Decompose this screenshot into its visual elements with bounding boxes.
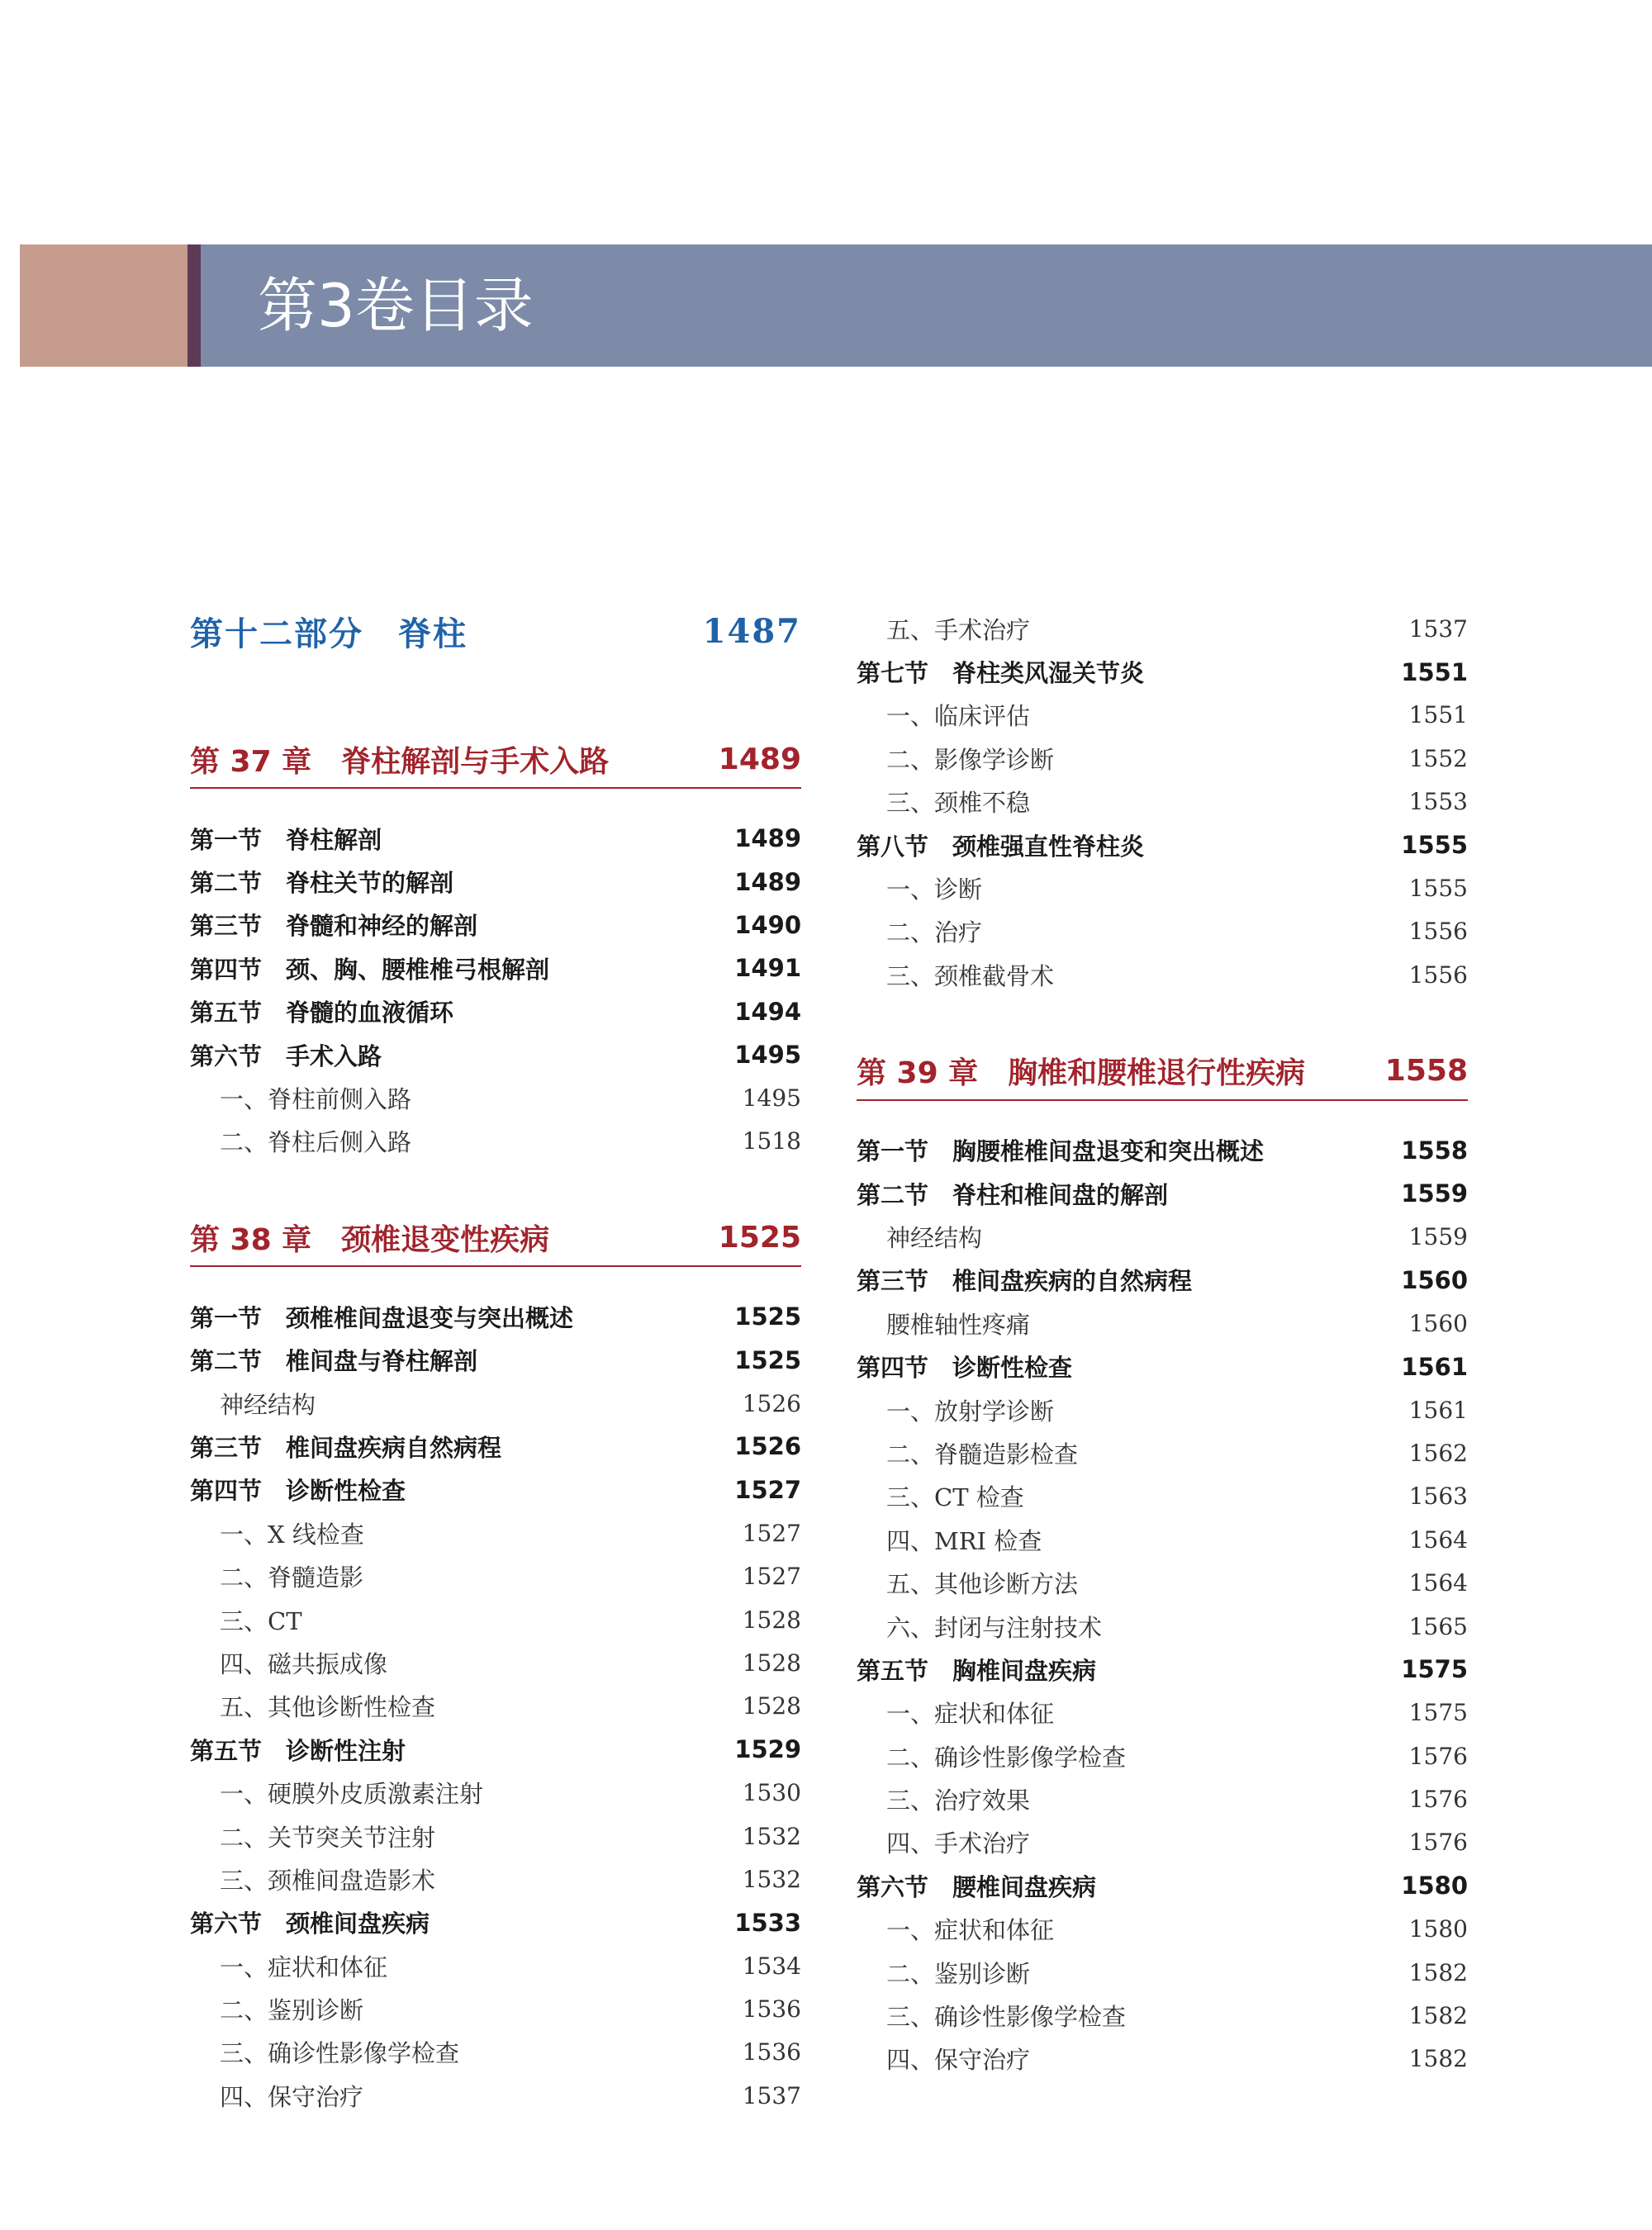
toc-sub-entry <box>190 2074 801 2117</box>
toc-sub-entry <box>190 1858 801 1900</box>
toc-entry-page: 1536 <box>742 1995 801 2024</box>
toc-section-entry <box>857 650 1468 693</box>
toc-entry-page: 1494 <box>734 997 801 1026</box>
toc-entry-title: 三、确诊性影像学检查 <box>886 2003 1127 2032</box>
toc-entry-page: 1576 <box>1408 1742 1468 1770</box>
toc-entry-page: 1559 <box>1408 1222 1468 1250</box>
toc-entry-title: 三、CT <box>220 1606 302 1635</box>
toc-entry-title: 五、其他诊断方法 <box>886 1570 1079 1599</box>
toc-entry-page: 1495 <box>734 1041 801 1070</box>
toc-entry-page: 1555 <box>1408 875 1468 903</box>
banner-accent-stripe <box>188 244 201 367</box>
toc-entry-title: 第一节 颈椎椎间盘退变与突出概述 <box>190 1303 574 1332</box>
toc-entry-page: 1491 <box>734 954 801 983</box>
toc-entry-page: 1582 <box>1408 2002 1468 2030</box>
toc-entry-page: 1558 <box>1384 1054 1468 1089</box>
toc-entry-title: 第三节 椎间盘疾病自然病程 <box>190 1433 502 1462</box>
toc-entry-title: 二、鉴别诊断 <box>220 1996 364 2025</box>
toc-section-entry <box>857 1648 1468 1691</box>
toc-entry-page: 1487 <box>702 611 801 651</box>
toc-entry-page: 1580 <box>1408 1915 1468 1943</box>
toc-section-entry <box>190 1901 801 1944</box>
toc-entry-page: 1555 <box>1401 831 1468 860</box>
toc-entry-title: 四、保守治疗 <box>886 2046 1031 2075</box>
toc-section-entry <box>857 1259 1468 1302</box>
toc-entry-page: 1525 <box>734 1302 801 1331</box>
toc-sub-entry <box>857 1821 1468 1864</box>
toc-part-entry <box>190 607 801 655</box>
toc-entry-title: 第四节 诊断性检查 <box>190 1477 406 1506</box>
toc-entry-page: 1576 <box>1408 1786 1468 1814</box>
toc-entry-title: 第四节 颈、胸、腰椎椎弓根解剖 <box>190 955 550 984</box>
toc-entry-title: 二、确诊性影像学检查 <box>886 1743 1127 1772</box>
toc-sub-entry <box>857 953 1468 996</box>
toc-entry-page: 1490 <box>734 910 801 939</box>
toc-entry-page: 1556 <box>1408 961 1468 989</box>
toc-entry-title: 一、症状和体征 <box>220 1952 388 1981</box>
toc-entry-title: 第二节 椎间盘与脊柱解剖 <box>190 1347 478 1376</box>
toc-chapter-entry <box>190 731 801 789</box>
toc-entry-page: 1575 <box>1408 1699 1468 1727</box>
banner-accent-block <box>20 244 188 367</box>
toc-entry-title: 四、保守治疗 <box>220 2082 364 2111</box>
toc-sub-entry <box>857 737 1468 780</box>
toc-entry-title: 神经结构 <box>220 1390 316 1419</box>
toc-sub-entry <box>857 1475 1468 1518</box>
toc-entry-page: 1489 <box>734 824 801 853</box>
toc-entry-page: 1575 <box>1401 1655 1468 1684</box>
toc-entry-title: 神经结构 <box>886 1223 983 1252</box>
toc-entry-page: 1559 <box>1401 1179 1468 1208</box>
toc-sub-entry <box>190 2031 801 2074</box>
toc-sub-entry <box>857 1691 1468 1734</box>
toc-section-entry <box>190 1468 801 1511</box>
toc-section-entry <box>190 990 801 1033</box>
toc-entry-page: 1537 <box>742 2081 801 2109</box>
toc-entry-page: 1556 <box>1408 918 1468 946</box>
toc-entry-page: 1495 <box>742 1084 801 1113</box>
toc-sub-entry <box>190 1685 801 1728</box>
toc-sub-entry <box>857 780 1468 823</box>
toc-entry-title: 第六节 腰椎间盘疾病 <box>857 1872 1097 1901</box>
toc-entry-title: 第三节 椎间盘疾病的自然病程 <box>857 1267 1193 1296</box>
toc-sub-entry <box>857 866 1468 909</box>
toc-entry-title: 第八节 颈椎强直性脊柱炎 <box>857 832 1145 861</box>
toc-entry-page: 1525 <box>734 1345 801 1374</box>
toc-entry-page: 1534 <box>742 1952 801 1980</box>
toc-section-entry <box>857 1345 1468 1388</box>
toc-entry-title: 五、手术治疗 <box>886 615 1031 644</box>
toc-entry-page: 1533 <box>734 1908 801 1937</box>
toc-sub-entry <box>190 1771 801 1814</box>
toc-sub-entry <box>857 2038 1468 2081</box>
toc-entry-title: 二、关节突关节注射 <box>220 1823 436 1852</box>
toc-entry-title: 一、临床评估 <box>886 702 1031 731</box>
toc-section-entry <box>857 823 1468 866</box>
toc-entry-title: 第六节 颈椎间盘疾病 <box>190 1910 430 1938</box>
toc-section-entry <box>857 1864 1468 1907</box>
toc-sub-entry <box>857 1388 1468 1431</box>
toc-entry-title: 一、X 线检查 <box>220 1520 364 1549</box>
toc-entry-title: 腰椎轴性疼痛 <box>886 1310 1031 1339</box>
toc-entry-title: 第 38 章 颈椎退变性疾病 <box>190 1222 550 1257</box>
toc-sub-entry <box>190 1511 801 1554</box>
toc-entry-page: 1582 <box>1408 2045 1468 2073</box>
toc-entry-page: 1527 <box>742 1563 801 1591</box>
toc-section-entry <box>190 1295 801 1338</box>
toc-entry-page: 1537 <box>1408 614 1468 643</box>
toc-entry-page: 1489 <box>718 742 801 776</box>
toc-sub-entry <box>857 1302 1468 1345</box>
toc-entry-title: 一、诊断 <box>886 875 983 904</box>
toc-entry-title: 三、颈椎不稳 <box>886 789 1031 818</box>
toc-entry-title: 二、脊柱后侧入路 <box>220 1128 412 1157</box>
toc-entry-title: 二、鉴别诊断 <box>886 1959 1031 1988</box>
toc-section-entry <box>190 1425 801 1468</box>
toc-entry-title: 一、症状和体征 <box>886 1700 1055 1729</box>
toc-chapter-entry <box>190 1209 801 1267</box>
toc-entry-title: 四、手术治疗 <box>886 1829 1031 1858</box>
toc-section-entry <box>857 1172 1468 1215</box>
toc-entry-title: 第二节 脊柱和椎间盘的解剖 <box>857 1180 1169 1209</box>
toc-entry-page: 1527 <box>734 1475 801 1504</box>
toc-entry-page: 1527 <box>742 1519 801 1547</box>
toc-entry-page: 1564 <box>1408 1525 1468 1554</box>
toc-entry-page: 1563 <box>1408 1483 1468 1511</box>
toc-sub-entry <box>190 1944 801 1987</box>
toc-sub-entry <box>857 1431 1468 1474</box>
toc-entry-title: 一、硬膜外皮质激素注射 <box>220 1780 484 1809</box>
toc-entry-title: 第一节 胸腰椎椎间盘退变和突出概述 <box>857 1137 1265 1166</box>
toc-section-entry <box>190 860 801 903</box>
toc-sub-entry <box>190 1382 801 1425</box>
toc-sub-entry <box>857 910 1468 953</box>
toc-section-entry <box>190 904 801 947</box>
toc-entry-title: 第四节 诊断性检查 <box>857 1354 1073 1383</box>
toc-sub-entry <box>190 1120 801 1163</box>
toc-entry-title: 第六节 手术入路 <box>190 1041 382 1070</box>
toc-entry-page: 1518 <box>742 1127 801 1155</box>
toc-entry-page: 1580 <box>1401 1872 1468 1900</box>
toc-entry-title: 一、症状和体征 <box>886 1916 1055 1945</box>
toc-entry-title: 一、放射学诊断 <box>886 1397 1055 1426</box>
toc-entry-page: 1561 <box>1401 1352 1468 1381</box>
toc-entry-page: 1525 <box>718 1220 801 1255</box>
toc-entry-title: 第 37 章 脊柱解剖与手术入路 <box>190 744 610 779</box>
toc-entry-page: 1551 <box>1408 701 1468 729</box>
toc-entry-page: 1553 <box>1408 788 1468 816</box>
toc-entry-title: 四、MRI 检查 <box>886 1526 1042 1555</box>
toc-entry-page: 1565 <box>1408 1612 1468 1640</box>
toc-entry-title: 二、脊髓造影检查 <box>886 1440 1079 1468</box>
toc-entry-title: 第一节 脊柱解剖 <box>190 825 382 854</box>
toc-column-right <box>857 607 1468 2081</box>
toc-entry-title: 三、确诊性影像学检查 <box>220 2039 460 2068</box>
toc-entry-title: 三、颈椎截骨术 <box>886 961 1055 990</box>
toc-entry-page: 1529 <box>734 1735 801 1764</box>
toc-entry-page: 1530 <box>742 1779 801 1807</box>
toc-entry-title: 三、颈椎间盘造影术 <box>220 1866 436 1895</box>
toc-sub-entry <box>857 1215 1468 1258</box>
toc-entry-title: 五、其他诊断性检查 <box>220 1693 436 1722</box>
toc-entry-title: 六、封闭与注射技术 <box>886 1613 1103 1642</box>
toc-entry-page: 1582 <box>1408 1958 1468 1986</box>
toc-entry-title: 二、脊髓造影 <box>220 1563 364 1592</box>
toc-entry-title: 第十二部分 脊柱 <box>190 614 468 653</box>
toc-entry-page: 1551 <box>1401 657 1468 686</box>
toc-entry-page: 1560 <box>1408 1309 1468 1337</box>
toc-sub-entry <box>857 1605 1468 1648</box>
toc-section-entry <box>190 1339 801 1382</box>
toc-section-entry <box>190 817 801 860</box>
toc-sub-entry <box>857 607 1468 650</box>
toc-entry-title: 第三节 脊髓和神经的解剖 <box>190 912 478 941</box>
toc-entry-page: 1526 <box>734 1432 801 1461</box>
toc-sub-entry <box>190 1554 801 1597</box>
toc-section-entry <box>190 947 801 989</box>
toc-entry-title: 三、治疗效果 <box>886 1786 1031 1815</box>
toc-entry-title: 一、脊柱前侧入路 <box>220 1085 412 1114</box>
toc-sub-entry <box>857 1908 1468 1951</box>
toc-entry-page: 1532 <box>742 1822 801 1850</box>
header-banner <box>20 244 1652 367</box>
toc-entry-title: 第五节 诊断性注射 <box>190 1736 406 1765</box>
toc-entry-title: 三、CT 检查 <box>886 1483 1024 1512</box>
toc-entry-title: 二、影像学诊断 <box>886 745 1055 774</box>
toc-entry-page: 1576 <box>1408 1829 1468 1857</box>
toc-sub-entry <box>857 1994 1468 2037</box>
toc-entry-page: 1558 <box>1401 1136 1468 1165</box>
page-title: 第3卷目录 <box>258 271 534 340</box>
toc-entry-title: 四、磁共振成像 <box>220 1649 388 1678</box>
toc-section-entry <box>190 1033 801 1076</box>
toc-entry-page: 1561 <box>1408 1396 1468 1424</box>
toc-sub-entry <box>190 1815 801 1858</box>
toc-section-entry <box>190 1728 801 1771</box>
toc-sub-entry <box>190 1076 801 1119</box>
toc-entry-page: 1528 <box>742 1606 801 1634</box>
toc-sub-entry <box>857 1777 1468 1820</box>
toc-entry-title: 第二节 脊柱关节的解剖 <box>190 869 454 898</box>
toc-entry-title: 第 39 章 胸椎和腰椎退行性疾病 <box>857 1056 1306 1091</box>
toc-entry-page: 1536 <box>742 2038 801 2066</box>
toc-sub-entry <box>857 694 1468 737</box>
toc-entry-page: 1552 <box>1408 744 1468 772</box>
toc-column-left <box>190 607 801 2118</box>
toc-entry-page: 1526 <box>742 1389 801 1417</box>
toc-entry-title: 二、治疗 <box>886 918 983 947</box>
toc-entry-title: 第五节 脊髓的血液循环 <box>190 999 454 1027</box>
toc-sub-entry <box>857 1951 1468 1994</box>
toc-section-entry <box>857 1129 1468 1172</box>
toc-entry-title: 第七节 脊柱类风湿关节炎 <box>857 659 1145 688</box>
toc-entry-page: 1562 <box>1408 1439 1468 1467</box>
toc-sub-entry <box>857 1518 1468 1561</box>
toc-chapter-entry <box>857 1043 1468 1101</box>
toc-entry-page: 1564 <box>1408 1569 1468 1597</box>
toc-sub-entry <box>190 1641 801 1684</box>
toc-entry-page: 1532 <box>742 1865 801 1893</box>
toc-entry-page: 1489 <box>734 867 801 896</box>
toc-sub-entry <box>857 1561 1468 1604</box>
toc-sub-entry <box>190 1987 801 2030</box>
toc-entry-title: 第五节 胸椎间盘疾病 <box>857 1656 1097 1685</box>
toc-entry-page: 1528 <box>742 1692 801 1720</box>
toc-sub-entry <box>857 1734 1468 1777</box>
toc-sub-entry <box>190 1598 801 1641</box>
toc-entry-page: 1560 <box>1401 1265 1468 1294</box>
toc-entry-page: 1528 <box>742 1649 801 1677</box>
